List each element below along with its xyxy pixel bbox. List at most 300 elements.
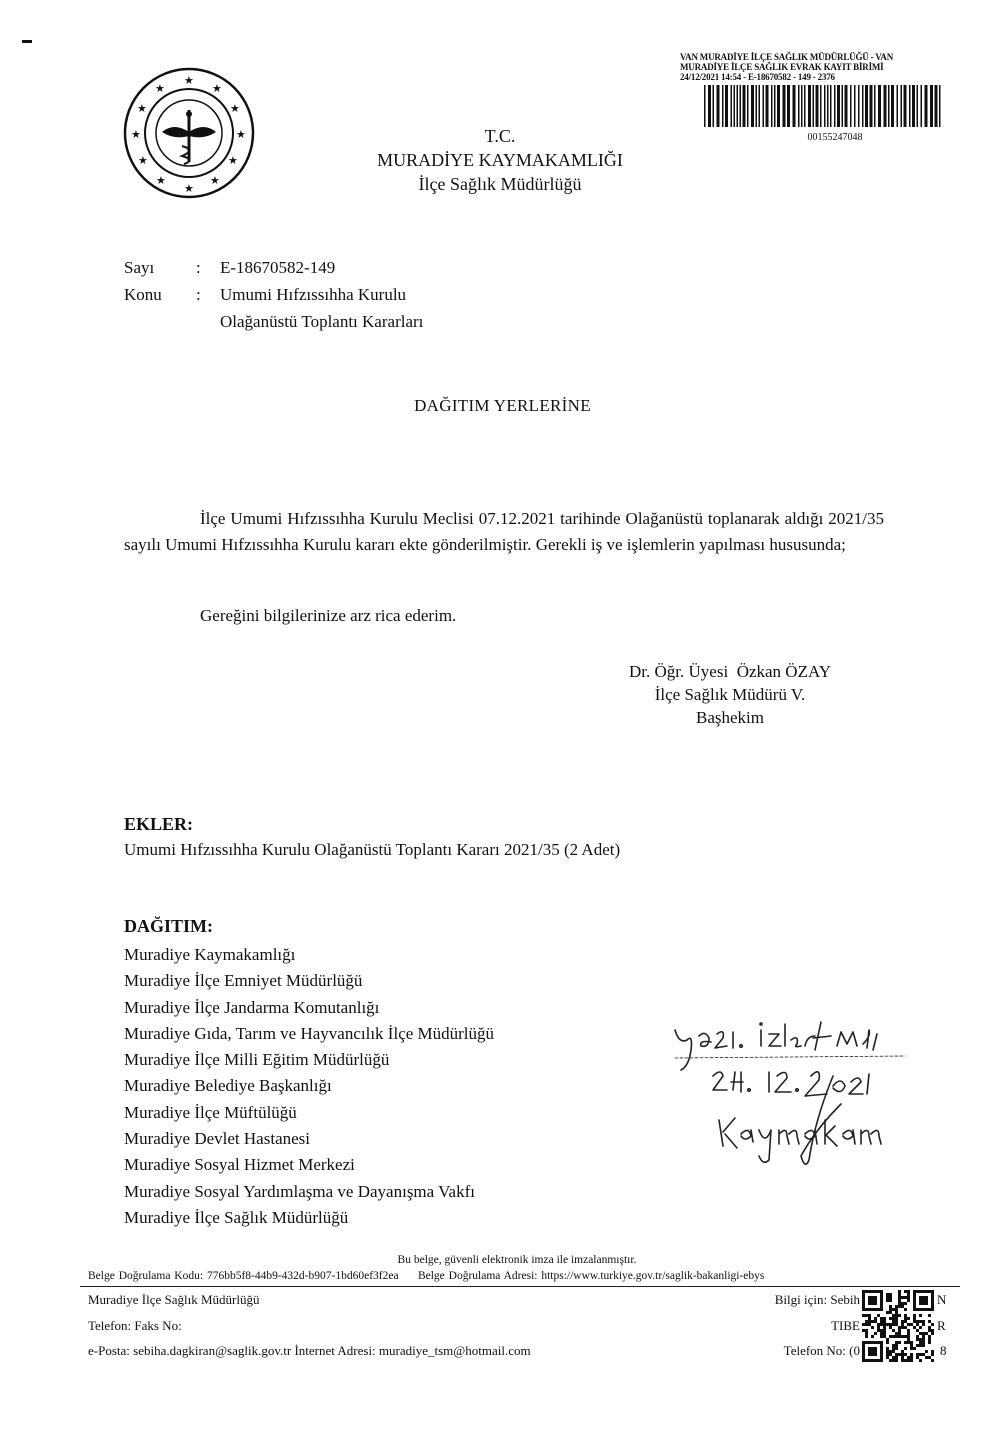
qr-module	[892, 1359, 895, 1362]
qr-module	[907, 1293, 910, 1296]
barcode-bar	[834, 85, 836, 127]
qr-module	[910, 1344, 913, 1347]
qr-module	[904, 1308, 907, 1311]
qr-module	[901, 1320, 904, 1323]
barcode-bar	[858, 85, 860, 127]
barcode-bar	[708, 85, 711, 127]
verify-code-label: Belge Doğrulama Kodu:	[88, 1270, 204, 1282]
barcode-bar	[912, 85, 915, 127]
qr-module	[907, 1290, 910, 1293]
qr-module	[907, 1299, 910, 1302]
qr-module	[895, 1335, 898, 1338]
svg-text:★: ★	[155, 82, 165, 95]
qr-module	[916, 1320, 919, 1323]
qr-module	[865, 1320, 868, 1323]
qr-module	[919, 1314, 922, 1317]
qr-module	[889, 1308, 892, 1311]
qr-module	[925, 1356, 928, 1359]
qr-module	[910, 1359, 913, 1362]
qr-module	[877, 1323, 880, 1326]
qr-module	[892, 1317, 895, 1320]
qr-module	[925, 1332, 928, 1335]
dagitim-item: Muradiye İlçe Sağlık Müdürlüğü	[124, 1207, 349, 1227]
barcode-bar	[820, 85, 822, 127]
svg-text:★: ★	[184, 182, 194, 195]
barcode-bar	[874, 85, 876, 127]
qr-module	[886, 1338, 889, 1341]
qr-module	[889, 1293, 892, 1296]
barcode-bar	[704, 85, 706, 127]
qr-module	[898, 1353, 901, 1356]
salutation: DAĞITIM YERLERİNE	[414, 396, 591, 415]
svg-text:★: ★	[184, 74, 194, 87]
barcode-bar	[783, 85, 786, 127]
qr-module	[865, 1332, 868, 1335]
barcode-bar	[921, 85, 923, 127]
dagitim-item: Muradiye Sosyal Yardımlaşma ve Dayanışma Vakfı	[124, 1181, 475, 1201]
svg-text:★: ★	[236, 128, 246, 141]
ministry-seal-icon	[122, 66, 256, 200]
konu-label: Konu	[124, 285, 162, 304]
qr-code-icon	[862, 1290, 934, 1362]
verification-line	[88, 1270, 764, 1282]
qr-module	[895, 1359, 898, 1362]
qr-module	[892, 1329, 895, 1332]
svg-text:★: ★	[210, 174, 220, 187]
qr-module	[928, 1329, 931, 1332]
qr-module	[898, 1293, 901, 1296]
barcode-bar	[854, 85, 856, 127]
qr-module	[907, 1338, 910, 1341]
qr-module	[907, 1335, 910, 1338]
barcode-bar	[837, 85, 840, 127]
qr-module	[895, 1317, 898, 1320]
barcode-bar	[917, 85, 919, 127]
barcode-bar	[935, 85, 938, 127]
dagitim-item: Muradiye Belediye Başkanlığı	[124, 1076, 332, 1096]
qr-module	[865, 1323, 868, 1326]
qr-module	[907, 1317, 910, 1320]
qr-module	[886, 1341, 889, 1344]
barcode-line-3: 24/12/2021 14:54 - E-18670582 - 149 - 2376	[680, 72, 835, 82]
barcode-bar	[925, 85, 928, 127]
signer-role: Başhekim	[696, 708, 764, 727]
qr-module	[871, 1335, 874, 1338]
dagitim-item: Muradiye İlçe Müftülüğü	[124, 1102, 297, 1122]
dagitim-item: Muradiye İlçe Jandarma Komutanlığı	[124, 997, 380, 1017]
qr-module	[895, 1353, 898, 1356]
qr-module	[877, 1329, 880, 1332]
qr-module	[931, 1332, 934, 1335]
ekler-heading: EKLER:	[124, 814, 194, 834]
ekler-item: Umumi Hıfzıssıhha Kurulu Olağanüstü Toplantı Kararı 2021/35 (2 Adet)	[124, 840, 621, 859]
qr-module	[904, 1341, 907, 1344]
qr-module	[880, 1332, 883, 1335]
qr-module	[892, 1347, 895, 1350]
qr-module	[886, 1296, 889, 1299]
qr-module	[886, 1293, 889, 1296]
qr-module	[892, 1356, 895, 1359]
qr-module	[868, 1323, 871, 1326]
qr-finder	[868, 1296, 877, 1305]
svg-text:★: ★	[212, 82, 222, 95]
barcode-bar	[747, 85, 749, 127]
qr-module	[919, 1341, 922, 1344]
dagitim-item: Muradiye Kaymakamlığı	[124, 945, 296, 964]
qr-module	[910, 1347, 913, 1350]
signer-title: İlçe Sağlık Müdürü V.	[654, 685, 806, 704]
qr-module	[889, 1350, 892, 1353]
verify-code[interactable]: 776bb5f8-44b9-432d-b907-1bd60ef3f2ea	[206, 1270, 399, 1282]
qr-module	[913, 1314, 916, 1317]
barcode-bar	[939, 85, 941, 127]
closing-line: Gereğini bilgilerinize arz rica ederim.	[200, 606, 457, 625]
qr-module	[910, 1356, 913, 1359]
svg-text:★: ★	[228, 154, 238, 167]
svg-text:★: ★	[156, 174, 166, 187]
qr-module	[889, 1359, 892, 1362]
qr-module	[862, 1314, 865, 1317]
qr-module	[901, 1305, 904, 1308]
header-kaymakamlik: MURADİYE KAYMAKAMLIĞI	[377, 150, 623, 170]
qr-module	[889, 1335, 892, 1338]
qr-module	[904, 1296, 907, 1299]
qr-module	[886, 1353, 889, 1356]
barcode-bar	[751, 85, 754, 127]
qr-module	[919, 1326, 922, 1329]
qr-module	[922, 1332, 925, 1335]
qr-module	[913, 1320, 916, 1323]
qr-module	[931, 1359, 934, 1362]
qr-module	[868, 1320, 871, 1323]
qr-module	[913, 1347, 916, 1350]
barcode-bar	[777, 85, 780, 127]
qr-module	[910, 1341, 913, 1344]
dagitim-item: Muradiye Gıda, Tarım ve Hayvancılık İlçe Müdürlüğü	[124, 1023, 495, 1043]
qr-module	[931, 1353, 934, 1356]
qr-module	[922, 1341, 925, 1344]
qr-module	[916, 1356, 919, 1359]
qr-module	[916, 1353, 919, 1356]
qr-module	[928, 1338, 931, 1341]
header-tc: T.C.	[484, 126, 516, 146]
footer-divider	[80, 1286, 960, 1287]
konu-colon: :	[196, 285, 201, 304]
barcode-bar	[808, 85, 811, 127]
barcode-bar	[870, 85, 873, 127]
qr-module	[922, 1320, 925, 1323]
barcode-line-2: MURADİYE İLÇE SAĞLIK EVRAK KAYIT BİRİMİ	[680, 62, 884, 72]
barcode-bar	[787, 85, 790, 127]
qr-module	[898, 1326, 901, 1329]
sayi-value: E-18670582-149	[220, 258, 336, 277]
svg-text:★: ★	[131, 128, 141, 141]
qr-module	[907, 1332, 910, 1335]
qr-module	[898, 1341, 901, 1344]
qr-module	[880, 1317, 883, 1320]
qr-module	[895, 1344, 898, 1347]
svg-text:★: ★	[138, 154, 148, 167]
qr-module	[886, 1299, 889, 1302]
barcode-bar	[904, 85, 907, 127]
qr-module	[922, 1323, 925, 1326]
barcode-bar	[878, 85, 881, 127]
qr-module	[904, 1359, 907, 1362]
qr-module	[904, 1320, 907, 1323]
qr-module	[895, 1341, 898, 1344]
barcode-bar	[813, 85, 815, 127]
qr-module	[928, 1320, 931, 1323]
qr-module	[880, 1335, 883, 1338]
qr-module	[865, 1335, 868, 1338]
barcode-bar	[850, 85, 852, 127]
qr-module	[898, 1290, 901, 1293]
qr-module	[904, 1353, 907, 1356]
qr-module	[892, 1350, 895, 1353]
qr-module	[883, 1329, 886, 1332]
qr-module	[892, 1335, 895, 1338]
qr-module	[928, 1326, 931, 1329]
qr-module	[922, 1353, 925, 1356]
qr-module	[880, 1323, 883, 1326]
qr-module	[931, 1323, 934, 1326]
qr-module	[877, 1314, 880, 1317]
qr-module	[904, 1326, 907, 1329]
qr-module	[913, 1317, 916, 1320]
scan-mark	[22, 40, 32, 43]
barcode-bar	[909, 85, 911, 127]
sayi-colon: :	[196, 258, 201, 277]
barcode-bar	[759, 85, 761, 127]
qr-module	[889, 1296, 892, 1299]
qr-module	[889, 1305, 892, 1308]
qr-module	[916, 1329, 919, 1332]
qr-module	[895, 1347, 898, 1350]
qr-module	[883, 1335, 886, 1338]
qr-module	[895, 1308, 898, 1311]
barcode-bar	[865, 85, 868, 127]
qr-module	[883, 1323, 886, 1326]
dagitim-item: Muradiye İlçe Emniyet Müdürlüğü	[124, 971, 363, 991]
qr-module	[904, 1302, 907, 1305]
qr-module	[868, 1314, 871, 1317]
barcode-bar	[722, 85, 724, 127]
qr-module	[907, 1341, 910, 1344]
qr-module	[928, 1335, 931, 1338]
esign-note: Bu belge, güvenli elektronik imza ile imzalanmıştır.	[397, 1254, 637, 1266]
qr-module	[901, 1353, 904, 1356]
footer-info-label: Bilgi için: Sebih	[774, 1292, 860, 1307]
qr-module	[913, 1326, 916, 1329]
qr-finder	[919, 1296, 928, 1305]
qr-module	[928, 1356, 931, 1359]
dagitim-list	[124, 942, 494, 1231]
qr-module	[886, 1347, 889, 1350]
qr-module	[922, 1338, 925, 1341]
qr-module	[928, 1314, 931, 1317]
qr-module	[868, 1317, 871, 1320]
qr-module	[865, 1329, 868, 1332]
qr-module	[892, 1320, 895, 1323]
barcode-bar	[725, 85, 728, 127]
qr-module	[880, 1320, 883, 1323]
qr-module	[889, 1353, 892, 1356]
qr-module	[898, 1296, 901, 1299]
footer-tibe: TIBE	[831, 1318, 860, 1333]
barcode-bar	[763, 85, 765, 127]
verify-address-link[interactable]: https://www.turkiye.gov.tr/saglik-bakanligi-ebys	[541, 1270, 765, 1282]
qr-module	[895, 1311, 898, 1314]
qr-module	[898, 1302, 901, 1305]
qr-module	[919, 1332, 922, 1335]
qr-module	[904, 1314, 907, 1317]
barcode-bar	[897, 85, 899, 127]
footer-email: e-Posta: sebiha.dagkiran@saglik.gov.tr İnternet Adresi: muradiye_tsm@hotmail.com	[88, 1343, 531, 1358]
qr-module	[904, 1317, 907, 1320]
barcode-bar	[737, 85, 739, 127]
qr-module	[907, 1329, 910, 1332]
dagitim-item: Muradiye Sosyal Hizmet Merkezi	[124, 1155, 355, 1175]
barcode-bar	[830, 85, 832, 127]
qr-module	[889, 1311, 892, 1314]
qr-module	[886, 1311, 889, 1314]
barcode-bar	[824, 85, 826, 127]
qr-module	[901, 1323, 904, 1326]
qr-module	[901, 1302, 904, 1305]
qr-module	[898, 1299, 901, 1302]
footer-tel-label: Telefon No: (0	[783, 1343, 860, 1358]
svg-text:★: ★	[230, 102, 240, 115]
barcode-bar	[842, 85, 844, 127]
qr-module	[892, 1314, 895, 1317]
barcode-bar	[891, 85, 894, 127]
barcode-bar	[862, 85, 864, 127]
barcode-number: 00155247048	[807, 132, 863, 143]
qr-module	[886, 1323, 889, 1326]
barcode-bar	[734, 85, 736, 127]
qr-module	[916, 1335, 919, 1338]
qr-module	[892, 1323, 895, 1326]
qr-module	[910, 1323, 913, 1326]
qr-module	[931, 1350, 934, 1353]
qr-module	[883, 1320, 886, 1323]
qr-module	[889, 1317, 892, 1320]
barcode-bar	[798, 85, 800, 127]
barcode-bar	[901, 85, 903, 127]
dagitim-item: Muradiye Devlet Hastanesi	[124, 1129, 310, 1149]
barcode-bar	[717, 85, 720, 127]
qr-module	[895, 1323, 898, 1326]
qr-module	[889, 1299, 892, 1302]
qr-module	[907, 1359, 910, 1362]
registry-barcode-stamp	[680, 52, 950, 143]
qr-module	[907, 1356, 910, 1359]
barcode-bar	[888, 85, 890, 127]
qr-module	[898, 1335, 901, 1338]
qr-module	[901, 1296, 904, 1299]
qr-module	[919, 1344, 922, 1347]
qr-module	[907, 1323, 910, 1326]
konu-value-1: Umumi Hıfzıssıhha Kurulu	[220, 285, 407, 304]
barcode-bar	[766, 85, 769, 127]
qr-module	[892, 1308, 895, 1311]
barcode-bar	[884, 85, 887, 127]
barcode-bar	[827, 85, 829, 127]
qr-module	[931, 1329, 934, 1332]
qr-module	[916, 1323, 919, 1326]
dagitim-heading: DAĞITIM:	[124, 916, 213, 936]
barcode-line-1: VAN MURADİYE İLÇE SAĞLIK MÜDÜRLÜĞÜ - VAN	[680, 52, 894, 62]
qr-module	[898, 1305, 901, 1308]
qr-module	[904, 1335, 907, 1338]
qr-module	[922, 1335, 925, 1338]
qr-module	[883, 1332, 886, 1335]
qr-module	[895, 1314, 898, 1317]
footer-phone-fax: Telefon: Faks No:	[88, 1318, 182, 1333]
qr-module	[904, 1290, 907, 1293]
barcode-bar	[713, 85, 715, 127]
qr-module	[898, 1329, 901, 1332]
barcode-bar	[756, 85, 758, 127]
body-paragraph: İlçe Umumi Hıfzıssıhha Kurulu Meclisi 07.12.2021 tarihinde Olağanüstü toplanarak aldığı 2021/35 sayılı Umumi Hıfzıssıhha Kurulu kararı ekte gönderilmiştir. Gerekli iş ve işlemlerin yapılması hususunda;	[124, 509, 884, 554]
qr-finder	[868, 1347, 877, 1356]
qr-module	[880, 1329, 883, 1332]
qr-module	[919, 1359, 922, 1362]
qr-module	[910, 1353, 913, 1356]
qr-module	[862, 1329, 865, 1332]
verify-address-label: Belge Doğrulama Adresi:	[417, 1270, 538, 1282]
qr-module	[901, 1350, 904, 1353]
barcode-icon	[680, 85, 944, 127]
qr-module	[907, 1296, 910, 1299]
signature-block	[560, 660, 900, 729]
qr-module	[874, 1320, 877, 1323]
footer-tibe-end: R	[937, 1318, 946, 1333]
qr-module	[901, 1335, 904, 1338]
qr-module	[904, 1347, 907, 1350]
qr-module	[889, 1326, 892, 1329]
qr-module	[886, 1356, 889, 1359]
qr-module	[895, 1305, 898, 1308]
qr-module	[895, 1332, 898, 1335]
qr-module	[874, 1317, 877, 1320]
barcode-bar	[793, 85, 796, 127]
qr-module	[925, 1350, 928, 1353]
qr-module	[886, 1350, 889, 1353]
qr-module	[895, 1356, 898, 1359]
handwritten-annotation	[665, 1010, 925, 1170]
qr-module	[892, 1344, 895, 1347]
barcode-bar	[845, 85, 848, 127]
qr-module	[901, 1359, 904, 1362]
qr-module	[874, 1332, 877, 1335]
barcode-bar	[771, 85, 773, 127]
barcode-bar	[816, 85, 819, 127]
svg-text:★: ★	[137, 102, 147, 115]
signer-name: Dr. Öğr. Üyesi Özkan ÖZAY	[629, 662, 831, 681]
qr-module	[877, 1326, 880, 1329]
qr-module	[919, 1353, 922, 1356]
barcode-bar	[731, 85, 733, 127]
qr-module	[871, 1320, 874, 1323]
barcode-bar	[774, 85, 776, 127]
barcode-bar	[743, 85, 746, 127]
qr-module	[901, 1356, 904, 1359]
footer-org: Muradiye İlçe Sağlık Müdürlüğü	[88, 1292, 260, 1307]
qr-module	[883, 1326, 886, 1329]
footer-tel-end: 8	[940, 1343, 947, 1358]
header-mudurluk: İlçe Sağlık Müdürlüğü	[418, 174, 582, 194]
